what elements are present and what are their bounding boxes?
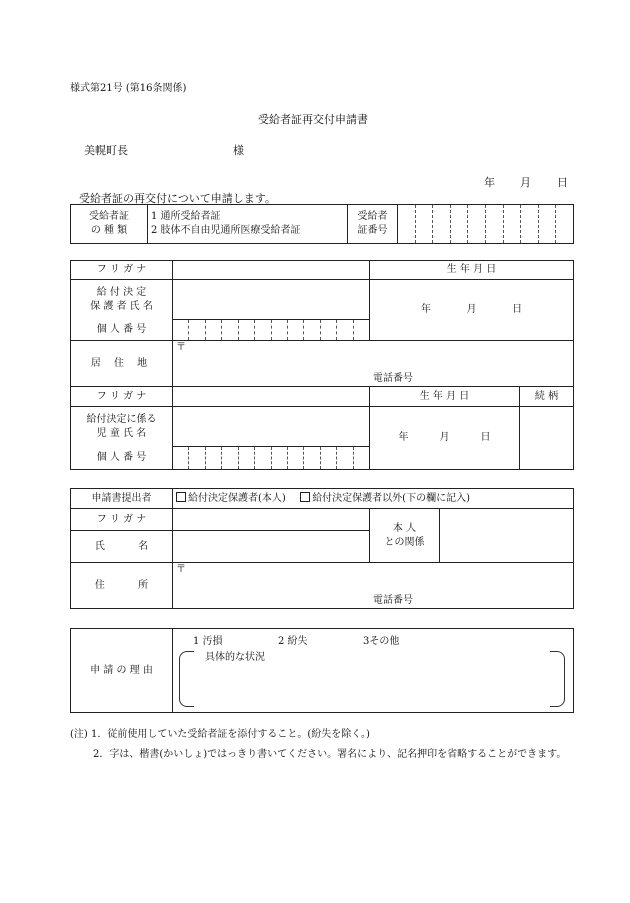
reason-input[interactable] (173, 629, 574, 713)
cert-number-input[interactable] (398, 205, 574, 244)
guardian-birthdate-input[interactable] (370, 280, 574, 341)
cert-number-label: 受給者 証番号 (348, 205, 398, 244)
guardian-birthdate-label: 生 年 月 日 (370, 261, 574, 280)
cert-type-options[interactable] (148, 205, 348, 244)
child-birthdate-input[interactable] (370, 407, 520, 470)
guardian-furigana-label: フ リ ガ ナ (71, 261, 173, 280)
child-table (70, 386, 574, 470)
certificate-table (70, 204, 574, 244)
guardian-birth-month: 月 (466, 304, 477, 315)
reason-close-bracket (550, 651, 565, 707)
child-birth-month: 月 (439, 432, 450, 443)
option-other-checkbox[interactable] (300, 493, 470, 504)
cert-type-label: 受給者証 の 種 類 (71, 205, 148, 244)
reason-label: 申 請 の 理 由 (71, 629, 173, 713)
page-title: 受給者証再交付申請書 (258, 113, 368, 126)
cert-option-2[interactable]: 2 肢体不自由児通所医療受給者証 (151, 225, 301, 236)
option-self-label: 給付決定保護者(本人) (188, 492, 286, 504)
child-name-label: 給付決定に係る 児 童 氏 名 (71, 407, 173, 447)
child-birth-year: 年 (398, 432, 409, 443)
addressee: 美幌町長 (84, 144, 128, 157)
reason-option-2[interactable]: 2 紛失 (278, 636, 308, 647)
residence-postal-mark: 〒 (176, 342, 186, 353)
applicant-name-label: 氏 名 (71, 531, 173, 563)
child-name-input[interactable] (173, 407, 370, 447)
reason-option-3[interactable]: 3その他 (363, 636, 400, 647)
child-personal-number-label: 個 人 番 号 (71, 447, 173, 470)
applicant-postal-mark: 〒 (176, 564, 186, 575)
child-furigana-input[interactable] (173, 387, 370, 407)
child-furigana-label: フ リ ガ ナ (71, 387, 173, 407)
option-other-label: 給付決定保護者以外(下の欄に記入) (312, 492, 470, 504)
child-relation-label: 続 柄 (520, 387, 574, 407)
reason-table (70, 628, 574, 713)
applicant-furigana-label: フ リ ガ ナ (71, 509, 173, 531)
note-2: 2．字は、楷書(かいしょ)ではっきり書いてください。署名により、記名押印を省略することができます。 (93, 749, 567, 760)
applicant-address-label: 住 所 (71, 563, 173, 609)
form-number: 様式第21号 (第16条関係) (70, 83, 187, 94)
intro-text: 受給者証の再交付について申請します。 (79, 192, 276, 205)
child-birth-day: 日 (480, 432, 491, 443)
residence-input[interactable] (173, 341, 574, 387)
reason-details-label: 具体的な状況 (205, 652, 265, 663)
reason-open-bracket (179, 651, 194, 707)
residence-phone-label: 電話番号 (373, 373, 413, 384)
submitter-label: 申請書提出者 (71, 489, 173, 509)
applicant-furigana-input[interactable] (173, 509, 370, 531)
honorific: 様 (233, 144, 244, 157)
child-birthdate-label: 生 年 月 日 (370, 387, 520, 407)
note-1: (注) 1．従前使用していた受給者証を添付すること。(紛失を除く。) (70, 729, 370, 740)
residence-label: 居 住 地 (71, 341, 173, 387)
child-personal-number-input[interactable] (173, 447, 370, 470)
guardian-name-input[interactable] (173, 280, 370, 320)
guardian-table (70, 260, 574, 387)
relationship-label: 本 人 との関係 (370, 509, 440, 563)
applicant-address-input[interactable] (173, 563, 574, 609)
guardian-personal-number-label: 個 人 番 号 (71, 320, 173, 341)
date-day-label: 日 (557, 176, 568, 189)
relationship-input[interactable] (440, 509, 574, 563)
submitter-options (173, 489, 574, 509)
reason-option-1[interactable]: 1 汚損 (193, 636, 223, 647)
applicant-phone-label: 電話番号 (373, 595, 413, 606)
cert-option-1[interactable]: 1 通所受給者証 (151, 211, 221, 222)
child-relation-input[interactable] (520, 407, 574, 470)
guardian-birth-year: 年 (420, 304, 431, 315)
option-self-checkbox[interactable] (176, 493, 286, 504)
guardian-furigana-input[interactable] (173, 261, 370, 280)
applicant-table (70, 488, 574, 609)
applicant-name-input[interactable] (173, 531, 370, 563)
date-year-label: 年 (484, 176, 495, 189)
guardian-personal-number-input[interactable] (173, 320, 370, 341)
guardian-birth-day: 日 (512, 304, 523, 315)
guardian-name-label: 給 付 決 定 保 護 者 氏 名 (71, 280, 173, 320)
date-month-label: 月 (520, 176, 531, 189)
